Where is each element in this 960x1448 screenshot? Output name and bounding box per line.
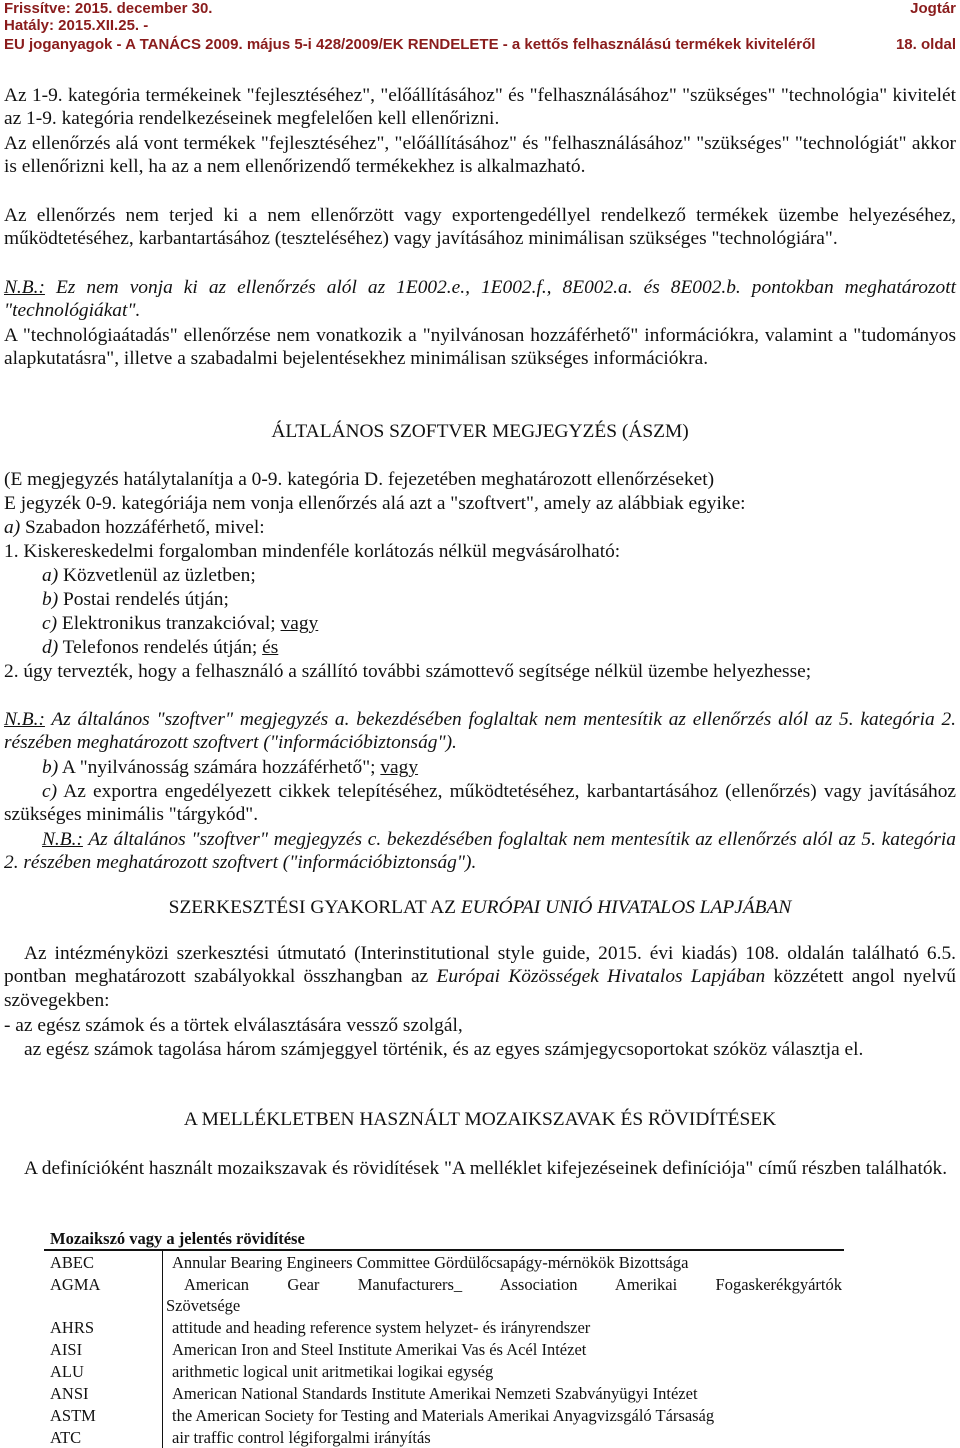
table-row-abbr: AISI (50, 1340, 83, 1359)
conjunction-or: vagy (380, 757, 419, 778)
nb-label: N.B.: (4, 709, 45, 730)
gsn-subitem-c (42, 612, 960, 635)
law-title: EU joganyagok - A TANÁCS 2009. május 5-i 428/2009/EK RENDELETE - a kettős felhasználású termékek kiviteléről (4, 36, 816, 53)
paragraph-1: Az 1-9. kategória termékeinek "fejlesztéséhez", "előállításához" és "felhasználásához" "szükséges" "technológia" kivitelét az 1-9. kategória rendelkezéseinek megfelelően kell ellenőrizni. (4, 85, 956, 130)
item-label: c) (42, 781, 58, 802)
table-header-rule (44, 1249, 844, 1251)
conjunction-or: vagy (280, 613, 319, 634)
text-run: közzétett angol nyelvű szövegekben: (4, 966, 956, 1011)
item-text: Szabadon hozzáférhető, mivel: (20, 517, 265, 538)
table-row-abbr: ANSI (50, 1384, 89, 1403)
effective-date: Hatály: 2015.XII.25. - (4, 17, 149, 34)
item-label: b) (42, 757, 59, 778)
editorial-title-b: EURÓPAI UNIÓ HIVATALOS LAPJÁBAN (460, 897, 792, 918)
item-label: d) (42, 637, 59, 658)
item-label: c) (42, 613, 58, 634)
text-run: Az intézményközi szerkesztési útmutató (Interinstitutional style guide, 2015. évi kiadás) 108. oldalán található 6.5. pontban meghatározott szabályokkal összhangban az (4, 943, 956, 988)
table-row-def-continued: Szövetsége (166, 1296, 241, 1315)
gsn-line-4: 2. úgy tervezték, hogy a felhasználó a szállító további számottevő segítsége nélkül üzembe helyezhesse; (4, 661, 812, 682)
table-row-abbr: ALU (50, 1362, 84, 1381)
item-text: A "nyilvánosság számára hozzáférhető"; (58, 757, 381, 778)
table-row-def: air traffic control légiforgalmi irányítás (172, 1428, 431, 1447)
brand-label: Jogtár (910, 0, 956, 17)
table-row-def: the American Society for Testing and Materials Amerikai Anyagvizsgáló Társaság (172, 1406, 715, 1425)
item-text: Postai rendelés útján; (58, 589, 229, 610)
gsn-subitem-d (42, 636, 960, 659)
paragraph-2: Az ellenőrzés alá vont termékek "fejlesztéséhez", "előállításához" és "felhasználásához" "szükséges" "technológiát" akkor is ellenőrizni kell, ha az a nem ellenőrizendő termékekhez is alkalmazható. (4, 133, 956, 178)
editorial-title (0, 896, 960, 920)
nb-label: N.B.: (4, 277, 45, 298)
acronyms-title: A MELLÉKLETBEN HASZNÁLT MOZAIKSZAVAK ÉS RÖVIDÍTÉSEK (183, 1109, 777, 1130)
item-label: b) (42, 589, 59, 610)
nb-note-2 (4, 708, 956, 755)
paragraph-4: A "technológiaátadás" ellenőrzése nem vonatkozik a "nyilvánosan hozzáférhető" információkra, valamint a "tudományos alapkutatásra", illetve a szabadalmi bejelentésekhez minimálisan szükséges információkra. (4, 325, 956, 370)
gsn-line-3: 1. Kiskereskedelmi forgalomban mindenféle korlátozás nélkül megvásárolható: (4, 541, 621, 562)
conjunction-and: és (262, 637, 279, 658)
item-text: Közvetlenül az üzletben; (58, 565, 256, 586)
editorial-paragraph-2: - az egész számok és a törtek elválasztására vessző szolgál, (4, 1015, 463, 1036)
nb-note-3 (4, 828, 956, 875)
gsn-subitem-a (42, 564, 960, 587)
table-row-abbr: ABEC (50, 1253, 95, 1272)
table-row-def: American Iron and Steel Institute Amerikai Vas és Acél Intézet (172, 1340, 587, 1359)
item-text: Telefonos rendelés útján; (58, 637, 263, 658)
gsn-item-b (42, 756, 960, 779)
table-row-abbr: AGMA (50, 1275, 101, 1294)
journal-name: Európai Közösségek Hivatalos Lapjában (436, 966, 766, 988)
table-row-def: Annular Bearing Engineers Committee Gördülőcsapágy-mérnökök Bizottsága (172, 1253, 689, 1272)
gsn-title: ÁLTALÁNOS SZOFTVER MEGJEGYZÉS (ÁSZM) (271, 421, 689, 442)
editorial-paragraph-3: az egész számok tagolása három számjeggyel történik, és az egyes számjegycsoportokat szóköz választja el. (24, 1039, 864, 1060)
gsn-subitem-b (42, 588, 960, 611)
page-number: 18. oldal (895, 36, 956, 53)
table-row-def: attitude and heading reference system helyzet- és irányrendszer (172, 1318, 591, 1337)
table-row-abbr: ATC (50, 1428, 82, 1447)
gsn-line-2: E jegyzék 0-9. kategóriája nem vonja ellenőrzés alá azt a "szoftvert", amely az alábbiak egyike: (4, 493, 746, 514)
paragraph-3: Az ellenőrzés nem terjed ki a nem ellenőrzött vagy exportengedéllyel rendelkező termékek üzembe helyezéséhez, működtetéséhez, karbantartásához (teszteléséhez) vagy javításához minimálisan szükséges "technológiára". (4, 205, 956, 250)
item-text: Elektronikus tranzakcióval; (57, 613, 281, 634)
nb-label: N.B.: (42, 829, 83, 850)
table-row-abbr: AHRS (50, 1318, 95, 1337)
editorial-title-a: SZERKESZTÉSI GYAKORLAT AZ (168, 897, 461, 918)
table-row-def: arithmetic logical unit aritmetikai logikai egység (172, 1362, 494, 1381)
editorial-paragraph-1 (4, 942, 956, 1012)
item-label: a) (42, 565, 59, 586)
gsn-item-a (4, 516, 956, 539)
nb-text: Az általános "szoftver" megjegyzés a. bekezdésében foglaltak nem mentesítik az ellenőrzés alól az 5. kategória 2. részében meghatározott szoftvert ("információbiztonság"). (4, 709, 956, 754)
nb-note-1 (4, 276, 956, 323)
table-column-rule (162, 1250, 163, 1448)
table-row-abbr: ASTM (50, 1406, 96, 1425)
gsn-line-1: (E megjegyzés hatálytalanítja a 0-9. kategória D. fejezetében meghatározott ellenőrzéseket) (4, 469, 715, 490)
gsn-item-c (4, 780, 956, 827)
refreshed-date: Frissítve: 2015. december 30. (4, 0, 213, 17)
item-text: Az exportra engedélyezett cikkek telepítéséhez, működtetéséhez, karbantartásához (ellenőrzés) vagy javításához szükséges minimális "tárgykód". (4, 781, 956, 826)
table-row-def: American Gear Manufacturers_ Association Amerikai Fogaskerékgyártók (184, 1275, 842, 1294)
table-row-def: American National Standards Institute Amerikai Nemzeti Szabványügyi Intézet (172, 1384, 698, 1403)
nb-text: Az általános "szoftver" megjegyzés c. bekezdésében foglaltak nem mentesítik az ellenőrzés alól az 5. kategória 2. részében meghatározott szoftvert ("információbiztonság"). (4, 829, 956, 874)
table-header: Mozaikszó vagy a jelentés rövidítése (50, 1229, 305, 1248)
nb-text: Ez nem vonja ki az ellenőrzés alól az 1E002.e., 1E002.f., 8E002.a. és 8E002.b. pontokban meghatározott "technológiákat". (4, 277, 956, 322)
acronyms-intro: A definícióként használt mozaikszavak és rövidítések "A melléklet kifejezéseinek definíciója" című részben találhatók. (24, 1158, 948, 1179)
item-label: a) (4, 517, 21, 538)
